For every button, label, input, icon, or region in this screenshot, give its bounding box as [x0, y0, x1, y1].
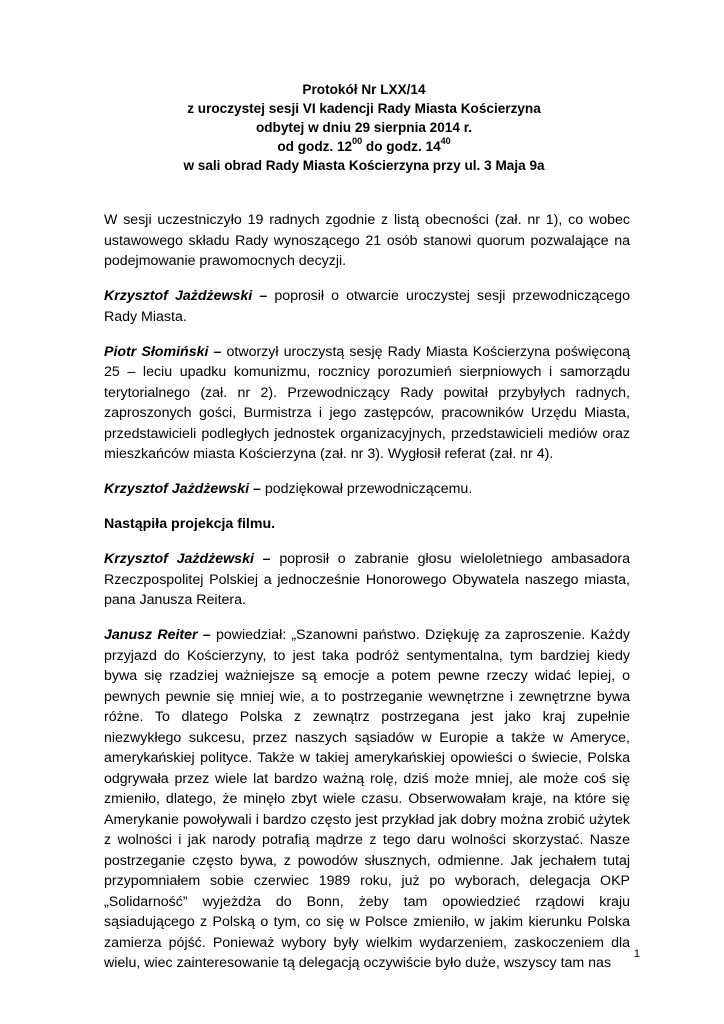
session-location: w sali obrad Rady Miasta Kościerzyna przy ul. 3 Maja 9a [183, 158, 545, 173]
statement-text: podziękował przewodniczącemu. [260, 481, 473, 497]
speaker-name: Krzysztof Jażdżewski – [104, 481, 261, 497]
session-description: z uroczystej sesji VI kadencji Rady Miasta Kościerzyna [187, 101, 541, 116]
protocol-header [104, 80, 624, 175]
protocol-body [104, 210, 630, 988]
speaker-name: Krzysztof Jażdżewski – [104, 288, 268, 304]
statement-text: poprosił o otwarcie uroczystej sesji przewodniczącego Rady Miasta. [104, 288, 630, 325]
hours-start-minutes: 00 [352, 136, 363, 147]
speaker-name: Piotr Słomiński – [104, 343, 222, 360]
film-projection-note [104, 514, 630, 535]
statement-text: otworzył uroczystą sesję Rady Miasta Kościerzyna poświęconą 25 – leciu upadku komunizmu, rocznicy porozumień sierpniowych i samorządu terytorialnego (zał. nr 2). Przewodniczący Rady powitał przybyłych radnych, zaproszonych gości, Burmistrza i jego zastępców, pracowników Urzędu Miasta, przedstawicieli podległych jednostek organizacyjnych, przedstawicieli mediów oraz mieszkańców miasta Kościerzyna (zał. nr 3). Wygłosił referat (zał. nr 4). [104, 343, 630, 462]
session-date: odbytej w dniu 29 sierpnia 2014 r. [255, 120, 473, 135]
session-hours [104, 137, 624, 156]
statement-text: poprosił o zabranie głosu wieloletniego ambasadora Rzeczpospolitej Polskiej a jednocześnie Honorowego Obywatela naszego miasta, pana Janusza Reitera. [104, 551, 630, 608]
hours-end-label: do godz. 14 [362, 139, 441, 154]
page-number: 1 [633, 948, 640, 960]
speaker-name: Janusz Reiter – [104, 627, 211, 643]
statement-paragraph-3 [104, 479, 630, 500]
protocol-title: Protokół Nr LXX/14 [302, 82, 426, 97]
statement-paragraph-2 [104, 342, 630, 465]
film-projection-text: Nastąpiła projekcja filmu. [104, 516, 276, 532]
speaker-name: Krzysztof Jażdżewski – [104, 551, 271, 567]
attendance-text: W sesji uczestniczyło 19 radnych zgodnie z listą obecności (zał. nr 1), co wobec ustawowego składu Rady wynoszącego 21 osób stanowi quorum pozwalające na podejmowanie prawomocnych decyzji. [104, 212, 630, 269]
statement-paragraph-4 [104, 549, 630, 611]
speech-text: powiedział: „Szanowni państwo. Dziękuję za zaproszenie. Każdy przyjazd do Kościerzyny, to jest taka podróż sentymentalna, tym bardziej kiedy bywa się rzadziej ważniejsze są emocje a potem pewne rzeczy widać lepiej, o pewnych pewnie się mniej wie, a to postrzeganie wewnętrzne i zewnętrzne bywa różne. To dlatego Polska z zewnątrz postrzegana jest jako kraj zupełnie niezwykłego sukcesu, przez naszych sąsiadów w Europie a także w Ameryce, amerykańskiej polityce. Także w takiej amerykańskiej opowieści o świecie, Polska odgrywała przez wiele lat bardzo ważną rolę, dziś może mniej, ale może coś się zmieniło, dlatego, że minęło zbyt wiele czasu. Obserwowałam kraje, na które się Amerykanie powoływali i bardzo często jest przykład jak dobry można zrobić użytek z wolności i jak narody potrafią mądrze z tego daru wolności skorzystać. Nasze postrzeganie często bywa, z powodów słusznych, odmienne. Jak jechałem tutaj przypomniałem sobie czerwiec 1989 roku, już po wyborach, delegacja OKP „Solidarność” wyjeżdża do Bonn, żeby tam opowiedzieć rządowi kraju sąsiadującego z Polską o tym, co się w Polsce zmieniło, w jakim kierunku Polska zamierza pójść. Ponieważ wybory były wielkim wydarzeniem, zaskoczeniem dla wielu, wiec zainteresowanie tą delegacją oczywiście było duże, wszyscy tam nas [104, 627, 630, 971]
statement-paragraph-1 [104, 286, 630, 327]
hours-end-minutes: 40 [440, 136, 451, 147]
statement-paragraph-5 [104, 625, 630, 974]
hours-start-label: od godz. 12 [277, 139, 353, 154]
attendance-paragraph [104, 210, 630, 272]
